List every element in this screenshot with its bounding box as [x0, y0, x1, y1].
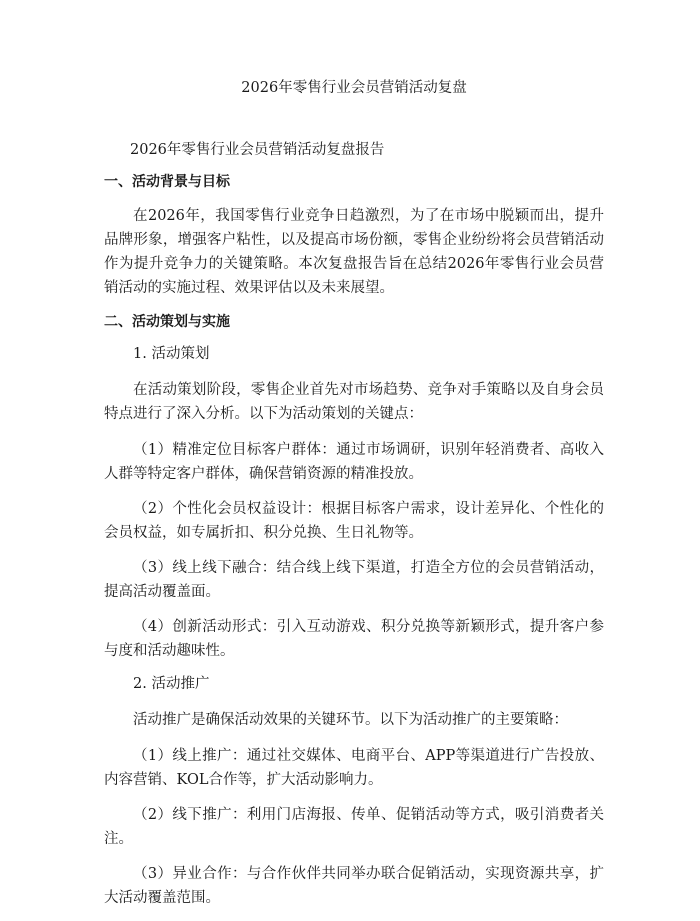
subheading-activity-promotion: 2. 活动推广: [133, 676, 210, 692]
promotion-item: （3）异业合作：与合作伙伴共同举办联合促销活动，实现资源共享，扩大活动覆盖范围。: [104, 866, 604, 906]
subheading-activity-planning: 1. 活动策划: [133, 346, 210, 362]
promotion-item: （1）线上推广：通过社交媒体、电商平台、APP等渠道进行广告投放、内容营销、KOL合作等，扩大活动影响力。: [104, 748, 604, 788]
document-body: [104, 78, 604, 921]
promotion-item: （2）线下推广：利用门店海报、传单、促销活动等方式，吸引消费者关注。: [104, 807, 604, 847]
promotion-intro-paragraph: 活动推广是确保活动效果的关键环节。以下为活动推广的主要策略：: [133, 712, 568, 728]
planning-item: （2）个性化会员权益设计：根据目标客户需求，设计差异化、个性化的会员权益，如专属折扣、积分兑换、生日礼物等。: [104, 501, 604, 541]
planning-item: （4）创新活动形式：引入互动游戏、积分兑换等新颖形式，提升客户参与度和活动趣味性。: [104, 619, 604, 659]
report-title: 2026年零售行业会员营销活动复盘报告: [130, 142, 385, 158]
planning-item: （1）精准定位目标客户群体：通过市场调研，识别年轻消费者、高收入人群等特定客户群体，确保营销资源的精准投放。: [104, 442, 604, 482]
planning-item: （3）线上线下融合：结合线上线下渠道，打造全方位的会员营销活动，提高活动覆盖面。: [104, 560, 604, 600]
planning-intro-paragraph: 在活动策划阶段，零售企业首先对市场趋势、竞争对手策略以及自身会员特点进行了深入分析。以下为活动策划的关键点：: [104, 382, 604, 422]
section-heading-planning: 二、活动策划与实施: [104, 314, 230, 330]
section-heading-background: 一、活动背景与目标: [104, 174, 230, 190]
background-paragraph: 在2026年，我国零售行业竞争日趋激烈，为了在市场中脱颖而出，提升品牌形象，增强客户粘性，以及提高市场份额，零售企业纷纷将会员营销活动作为提升竞争力的关键策略。本次复盘报告旨在总结2026年零售行业会员营销活动的实施过程、效果评估以及未来展望。: [104, 208, 604, 296]
page-title: 2026年零售行业会员营销活动复盘: [241, 80, 467, 96]
